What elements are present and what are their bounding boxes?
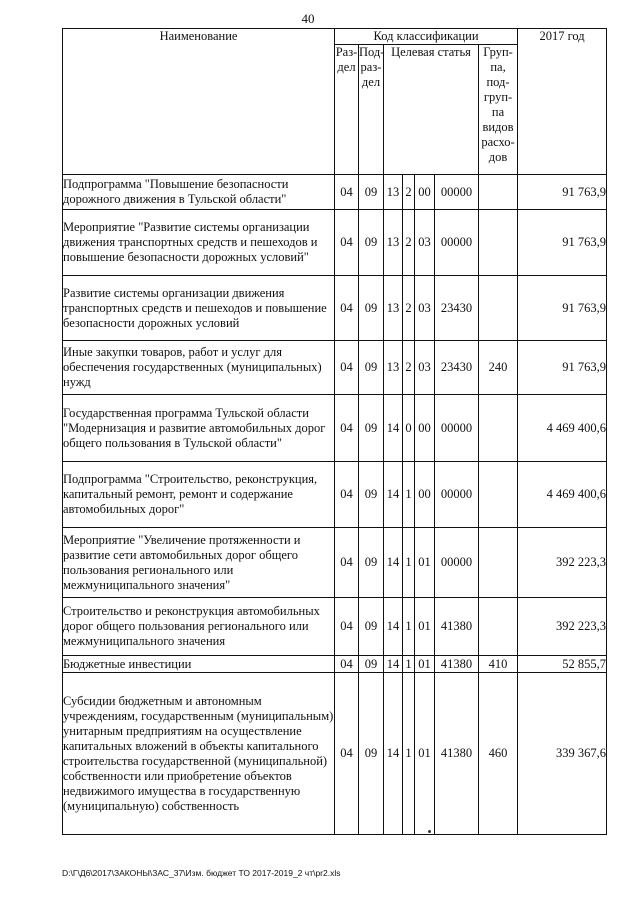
row-group: 460 — [479, 673, 518, 835]
row-podrazdel: 09 — [359, 276, 384, 341]
row-podrazdel: 09 — [359, 462, 384, 528]
row-razdel: 04 — [335, 528, 359, 598]
row-razdel: 04 — [335, 276, 359, 341]
table-row — [63, 656, 607, 673]
row-razdel: 04 — [335, 462, 359, 528]
row-amount: 4 469 400,6 — [518, 462, 607, 528]
header-group: Груп- па, под- груп- па видов расхо- дов — [479, 45, 518, 175]
row-group — [479, 210, 518, 276]
row-target-program: 13 — [384, 341, 403, 395]
row-target-direction: 41380 — [435, 598, 479, 656]
row-target-event: 00 — [415, 462, 435, 528]
row-target-subprogram: 1 — [403, 528, 415, 598]
row-name: Подпрограмма "Строительство, реконструкция, капитальный ремонт, ремонт и содержание автомобильных дорог" — [63, 462, 335, 528]
row-target-event: 01 — [415, 598, 435, 656]
table-row — [63, 210, 607, 276]
row-group: 240 — [479, 341, 518, 395]
row-target-direction: 00000 — [435, 395, 479, 462]
row-podrazdel: 09 — [359, 656, 384, 673]
row-razdel: 04 — [335, 175, 359, 210]
table-row — [63, 462, 607, 528]
row-target-direction: 00000 — [435, 528, 479, 598]
row-podrazdel: 09 — [359, 673, 384, 835]
row-podrazdel: 09 — [359, 210, 384, 276]
row-target-program: 14 — [384, 395, 403, 462]
file-path-footer: D:\Г\Д6\2017\ЗАКОНЫ\ЗАС_37\Изм. бюджет ТО 2017-2019_2 чт\pr2.xls — [62, 868, 341, 878]
row-target-event: 00 — [415, 395, 435, 462]
row-target-subprogram: 1 — [403, 598, 415, 656]
page-number: 40 — [301, 11, 315, 26]
header-code: Код классификации — [335, 29, 518, 45]
row-target-program: 14 — [384, 462, 403, 528]
table-row — [63, 673, 607, 835]
row-target-subprogram: 0 — [403, 395, 415, 462]
row-target-event: 03 — [415, 341, 435, 395]
table-row — [63, 395, 607, 462]
row-podrazdel: 09 — [359, 395, 384, 462]
row-group — [479, 395, 518, 462]
row-podrazdel: 09 — [359, 175, 384, 210]
table-row — [63, 175, 607, 210]
header-target: Целевая статья — [384, 45, 479, 175]
row-target-program: 13 — [384, 276, 403, 341]
row-razdel: 04 — [335, 656, 359, 673]
row-group — [479, 276, 518, 341]
row-razdel: 04 — [335, 673, 359, 835]
row-target-direction: 41380 — [435, 673, 479, 835]
row-target-program: 14 — [384, 656, 403, 673]
row-name: Мероприятие "Увеличение протяженности и развитие сети автомобильных дорог общего пользования регионального или межмуниципального значения" — [63, 528, 335, 598]
row-group — [479, 598, 518, 656]
row-group — [479, 462, 518, 528]
row-target-subprogram: 1 — [403, 656, 415, 673]
row-amount: 91 763,9 — [518, 276, 607, 341]
row-target-direction: 00000 — [435, 175, 479, 210]
row-target-event: 00 — [415, 175, 435, 210]
header-podrazdel: Под- раз- дел — [359, 45, 384, 175]
row-amount: 4 469 400,6 — [518, 395, 607, 462]
row-target-event: 03 — [415, 276, 435, 341]
row-podrazdel: 09 — [359, 341, 384, 395]
row-target-event: 01 — [415, 673, 435, 835]
row-group: 410 — [479, 656, 518, 673]
row-target-direction: 23430 — [435, 341, 479, 395]
row-name: Подпрограмма "Повышение безопасности дорожного движения в Тульской области" — [63, 175, 335, 210]
row-name: Строительство и реконструкция автомобильных дорог общего пользования регионального или межмуниципального значения — [63, 598, 335, 656]
row-name: Развитие системы организации движения транспортных средств и пешеходов и повышение безопасности дорожных условий — [63, 276, 335, 341]
row-target-program: 14 — [384, 673, 403, 835]
row-target-subprogram: 2 — [403, 175, 415, 210]
row-target-direction: 00000 — [435, 462, 479, 528]
row-podrazdel: 09 — [359, 528, 384, 598]
table-row — [63, 341, 607, 395]
row-target-direction: 41380 — [435, 656, 479, 673]
row-target-subprogram: 2 — [403, 341, 415, 395]
row-amount: 91 763,9 — [518, 210, 607, 276]
row-razdel: 04 — [335, 210, 359, 276]
row-amount: 392 223,3 — [518, 528, 607, 598]
row-target-program: 13 — [384, 175, 403, 210]
row-name: Иные закупки товаров, работ и услуг для обеспечения государственных (муниципальных) нужд — [63, 341, 335, 395]
row-target-event: 01 — [415, 656, 435, 673]
row-target-program: 13 — [384, 210, 403, 276]
header-razdel: Раз- дел — [335, 45, 359, 175]
row-amount: 91 763,9 — [518, 341, 607, 395]
row-podrazdel: 09 — [359, 598, 384, 656]
row-amount: 91 763,9 — [518, 175, 607, 210]
row-amount: 52 855,7 — [518, 656, 607, 673]
row-target-subprogram: 1 — [403, 462, 415, 528]
row-target-direction: 23430 — [435, 276, 479, 341]
header-name: Наименование — [63, 29, 335, 175]
table-row — [63, 276, 607, 341]
row-target-direction: 00000 — [435, 210, 479, 276]
table-row — [63, 598, 607, 656]
row-name: Субсидии бюджетным и автономным учреждениям, государственным (муниципальным) унитарным предприятиям на осуществление капитальных вложений в объекты капитального строительства государственной (муниципальной) собственности или приобретение объектов недвижимого имущества в государственную (муниципальную) собственность — [63, 673, 335, 835]
budget-table — [62, 28, 607, 835]
row-target-event: 03 — [415, 210, 435, 276]
row-target-event: 01 — [415, 528, 435, 598]
row-name: Бюджетные инвестиции — [63, 656, 335, 673]
row-target-program: 14 — [384, 528, 403, 598]
row-group — [479, 175, 518, 210]
table-row — [63, 528, 607, 598]
row-name: Государственная программа Тульской области "Модернизация и развитие автомобильных дорог общего пользования в Тульской области" — [63, 395, 335, 462]
row-target-subprogram: 2 — [403, 276, 415, 341]
row-target-subprogram: 2 — [403, 210, 415, 276]
row-razdel: 04 — [335, 395, 359, 462]
header-year: 2017 год — [518, 29, 607, 175]
row-target-program: 14 — [384, 598, 403, 656]
row-name: Мероприятие "Развитие системы организации движения транспортных средств и пешеходов и повышение безопасности дорожных условий" — [63, 210, 335, 276]
row-group — [479, 528, 518, 598]
row-razdel: 04 — [335, 598, 359, 656]
row-amount: 339 367,6 — [518, 673, 607, 835]
scan-speck — [428, 830, 431, 833]
row-amount: 392 223,3 — [518, 598, 607, 656]
row-target-subprogram: 1 — [403, 673, 415, 835]
row-razdel: 04 — [335, 341, 359, 395]
